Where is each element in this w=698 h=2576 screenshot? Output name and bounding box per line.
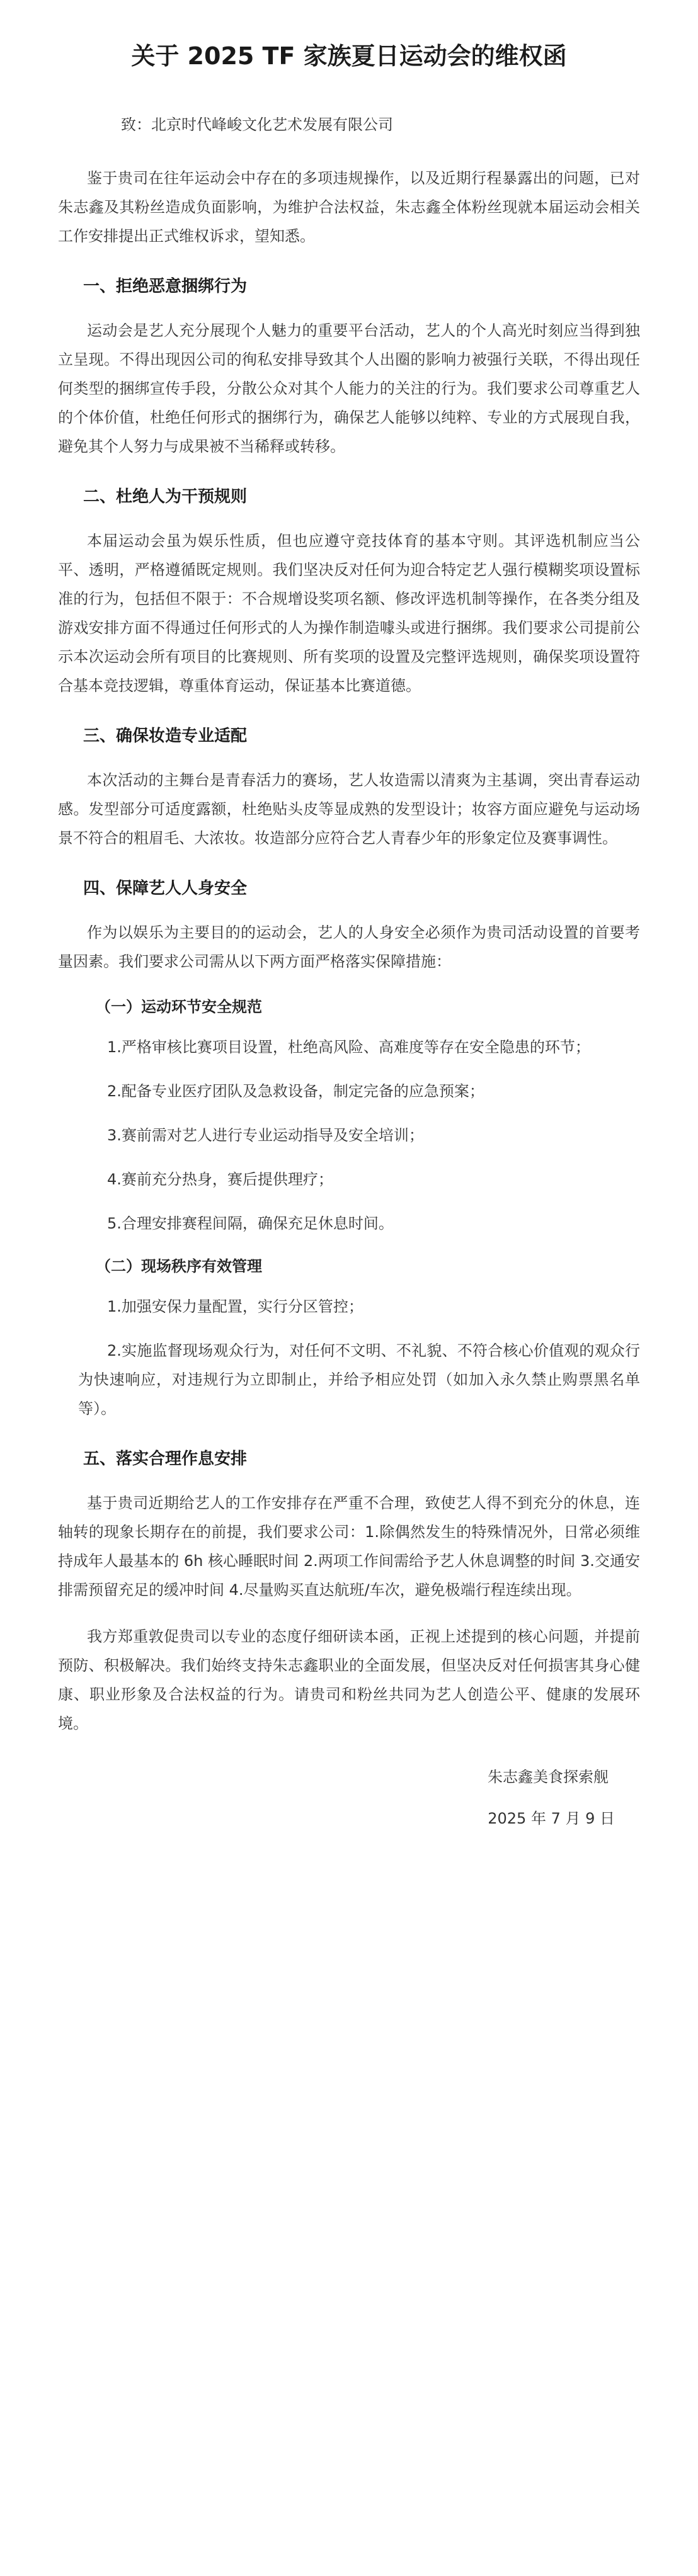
section-heading: 五、落实合理作息安排 xyxy=(83,1450,248,1468)
subsection-order xyxy=(58,1253,640,1423)
section-paragraph: 作为以娱乐为主要目的的运动会，艺人的人身安全必须作为贵司活动设置的首要考量因素。我们要求公司需从以下两方面严格落实保障措施： xyxy=(58,924,640,970)
section-heading: 一、拒绝恶意捆绑行为 xyxy=(83,277,248,296)
list-item: 4.赛前充分热身，赛后提供理疗； xyxy=(107,1171,333,1188)
section-heading: 三、确保妆造专业适配 xyxy=(83,727,248,746)
subsection-heading: （一）运动环节安全规范 xyxy=(96,998,262,1016)
subsection-safety xyxy=(58,994,640,1238)
list-item: 5.合理安排赛程间隔，确保充足休息时间。 xyxy=(107,1215,394,1232)
section-5 xyxy=(58,1446,640,1738)
list-item: 3.赛前需对艺人进行专业运动指导及安全培训； xyxy=(107,1126,424,1144)
section-heading: 四、保障艺人人身安全 xyxy=(83,879,248,898)
section-paragraph: 运动会是艺人充分展现个人魅力的重要平台活动，艺人的个人高光时刻应当得到独立呈现。不得出现因公司的徇私安排导致其个人出圈的影响力被强行关联，不得出现任何类型的捆绑宣传手段，分散公众对其个人能力的关注的行为。我们要求公司尊重艺人的个体价值，杜绝任何形式的捆绑行为，确保艺人能够以纯粹、专业的方式展现自我，避免其个人努力与成果被不当稀释或转移。 xyxy=(58,322,640,455)
list-item: 2.实施监督现场观众行为，对任何不文明、不礼貌、不符合核心价值观的观众行为快速响应，对违规行为立即制止，并给予相应处罚（如加入永久禁止购票黑名单等）。 xyxy=(78,1342,640,1417)
list-item: 1.加强安保力量配置，实行分区管控； xyxy=(107,1298,363,1315)
section-4 xyxy=(58,875,640,1423)
letter-date: 2025 年 7 月 9 日 xyxy=(488,1810,615,1827)
section-paragraph: 本届运动会虽为娱乐性质，但也应遵守竞技体育的基本守则。其评选机制应当公平、透明，严格遵循既定规则。我们坚决反对任何为迎合特定艺人强行模糊奖项设置标准的行为，包括但不限于：不合规增设奖项名额、修改评选机制等操作，在各类分组及游戏安排方面不得通过任何形式的人为操作制造噱头或进行捆绑。我们要求公司提前公示本次运动会所有项目的比赛规则、所有奖项的设置及完整评选规则，确保奖项设置符合基本竞技逻辑，尊重体育运动，保证基本比赛道德。 xyxy=(58,532,640,695)
subsection-heading: （二）现场秩序有效管理 xyxy=(96,1257,262,1275)
closing-paragraph: 我方郑重敦促贵司以专业的态度仔细研读本函，正视上述提到的核心问题，并提前预防、积极解决。我们始终支持朱志鑫职业的全面发展，但坚决反对任何损害其身心健康、职业形象及合法权益的行为。请贵司和粉丝共同为艺人创造公平、健康的发展环境。 xyxy=(58,1628,640,1732)
section-paragraph: 本次活动的主舞台是青春活力的赛场，艺人妆造需以清爽为主基调，突出青春运动感。发型部分可适度露额，杜绝贴头皮等显成熟的发型设计；妆容方面应避免与运动场景不符合的粗眉毛、大浓妆。妆造部分应符合艺人青春少年的形象定位及赛事调性。 xyxy=(58,771,640,847)
signature: 朱志鑫美食探索舰 xyxy=(488,1768,609,1786)
section-2 xyxy=(58,484,640,700)
section-paragraph: 基于贵司近期给艺人的工作安排存在严重不合理，致使艺人得不到充分的休息，连轴转的现象长期存在的前提，我们要求公司：1.除偶然发生的特殊情况外，日常必须维持成年人最基本的 6h 核心睡眠时间 2.两项工作间需给予艺人休息调整的时间 3.交通安排需预留充足的缓冲时间 4.尽量购买直达航班/车次，避免极端行程连续出现。 xyxy=(58,1494,640,1599)
section-1 xyxy=(58,273,640,461)
letter-title: 关于 2025 TF 家族夏日运动会的维权函 xyxy=(131,42,567,70)
list-item: 2.配备专业医疗团队及急救设备，制定完备的应急预案； xyxy=(107,1082,484,1100)
salutation: 致：北京时代峰峻文化艺术发展有限公司 xyxy=(121,116,393,133)
section-heading: 二、杜绝人为干预规则 xyxy=(83,487,248,506)
intro-paragraph: 鉴于贵司在往年运动会中存在的多项违规操作，以及近期行程暴露出的问题，已对朱志鑫及其粉丝造成负面影响，为维护合法权益，朱志鑫全体粉丝现就本届运动会相关工作安排提出正式维权诉求，望知悉。 xyxy=(58,169,640,245)
list-item: 1.严格审核比赛项目设置，杜绝高风险、高难度等存在安全隐患的环节； xyxy=(107,1038,590,1056)
section-3 xyxy=(58,723,640,853)
